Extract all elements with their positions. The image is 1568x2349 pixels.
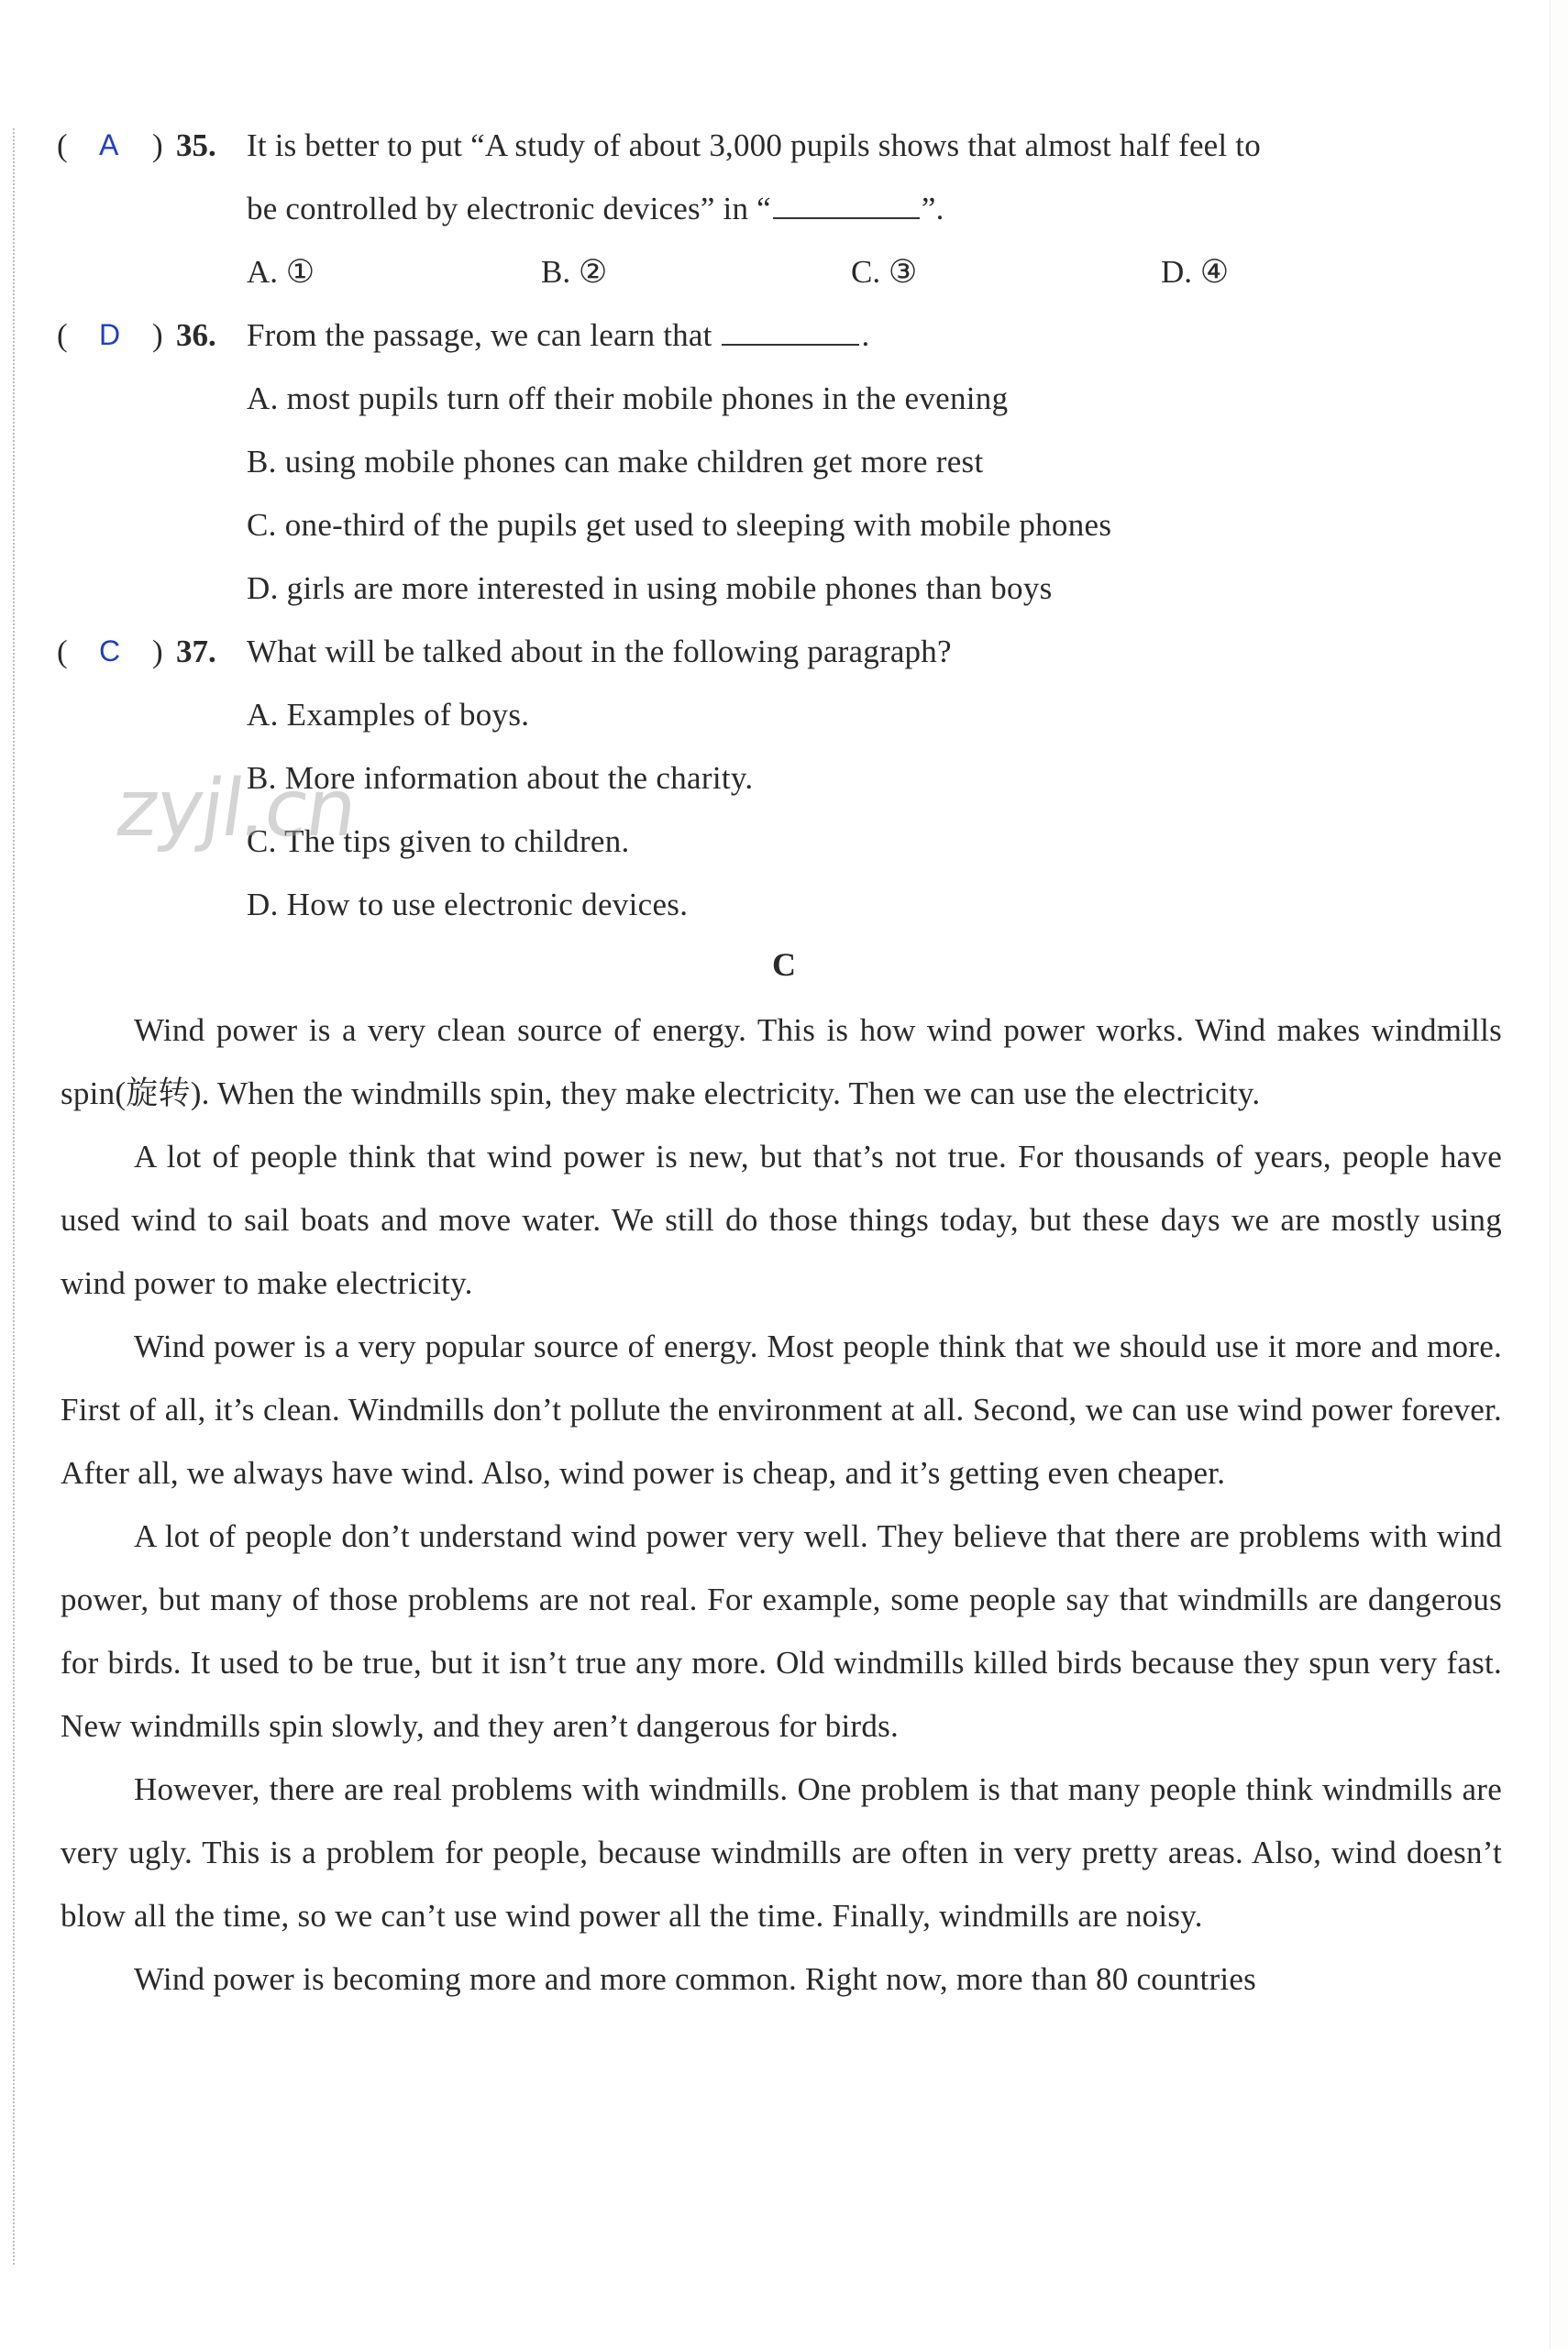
- passage-paragraph-3: Wind power is a very popular source of energy. Most people think that we should use it more and more. First of all, it’s clean. Windmills don’t pollute the environment at all. Second, we can use wind power forever. After all, we always have wind. Also, wind power is cheap, and it’s getting even cheaper.: [61, 1329, 1502, 1491]
- question-35-text-line1: It is better to put “A study of about 3,000 pupils shows that almost half feel to: [247, 127, 1261, 163]
- option-36-c: C. one-third of the pupils get used to sleeping with mobile phones: [247, 507, 1112, 543]
- passage: [61, 998, 1502, 2011]
- question-37-text: What will be talked about in the following paragraph?: [247, 634, 952, 669]
- bracket-close: ): [152, 127, 163, 163]
- answer-37: C: [99, 634, 121, 667]
- bracket-close: ): [152, 634, 163, 669]
- option-36-d: D. girls are more interested in using mobile phones than boys: [247, 570, 1053, 606]
- option-37-d: D. How to use electronic devices.: [247, 887, 689, 922]
- watermark: zyjl.cn: [110, 763, 361, 855]
- answer-35: A: [99, 128, 119, 161]
- bracket-open: (: [57, 127, 68, 163]
- question-35: [57, 114, 1515, 303]
- question-35-text-line2: be controlled by electronic devices” in “ ”.: [247, 177, 944, 240]
- passage-paragraph-1: Wind power is a very clean source of energy. This is how wind power works. Wind makes windmills spin(旋转). When the windmills spin, they make electricity. Then we can use the electricity.: [61, 1012, 1502, 1111]
- answer-blank: [773, 186, 920, 219]
- bracket-open: (: [57, 634, 68, 669]
- option-37-a: A. Examples of boys.: [247, 697, 530, 733]
- options-35: [57, 240, 1515, 303]
- margin-rule: [13, 128, 15, 2265]
- bracket-open: (: [57, 317, 68, 353]
- option-36-a: A. most pupils turn off their mobile phones in the evening: [247, 380, 1009, 416]
- option-35-a: A. ①: [247, 254, 315, 290]
- passage-paragraph-2: A lot of people think that wind power is new, but that’s not true. For thousands of years, people have used wind to sail boats and move water. We still do those things today, but these days we are mostly using wind power to make electricity.: [61, 1139, 1502, 1301]
- passage-paragraph-4: A lot of people don’t understand wind power very well. They believe that there are problems with wind power, but many of those problems are not real. For example, some people say that windmills are dangerous for birds. It used to be true, but it isn’t true any more. Old windmills killed birds because they spun very fast. New windmills spin slowly, and they aren’t dangerous for birds.: [61, 1518, 1502, 1744]
- question-number-35: 35.: [176, 127, 216, 163]
- question-36: [57, 303, 1515, 620]
- question-37: [57, 620, 1515, 936]
- option-36-b: B. using mobile phones can make children get more rest: [247, 444, 984, 480]
- option-37-c: C. The tips given to children.: [247, 823, 630, 859]
- answer-36: D: [99, 318, 121, 351]
- section-title: C: [772, 946, 796, 983]
- question-number-37: 37.: [176, 634, 216, 669]
- bracket-close: ): [152, 317, 163, 353]
- answer-blank: [722, 313, 859, 346]
- option-35-d: D. ④: [1161, 254, 1230, 290]
- passage-paragraph-6: Wind power is becoming more and more common. Right now, more than 80 countries: [134, 1961, 1257, 1997]
- question-36-text: From the passage, we can learn that .: [247, 303, 869, 367]
- option-37-b: B. More information about the charity.: [247, 760, 754, 796]
- passage-paragraph-5: However, there are real problems with windmills. One problem is that many people think windmills are very ugly. This is a problem for people, because windmills are often in very pretty areas. Also, wind doesn’t blow all the time, so we can’t use wind power all the time. Finally, windmills are noisy.: [61, 1771, 1502, 1934]
- option-35-b: B. ②: [541, 254, 608, 290]
- option-35-c: C. ③: [851, 254, 918, 290]
- question-number-36: 36.: [176, 317, 216, 353]
